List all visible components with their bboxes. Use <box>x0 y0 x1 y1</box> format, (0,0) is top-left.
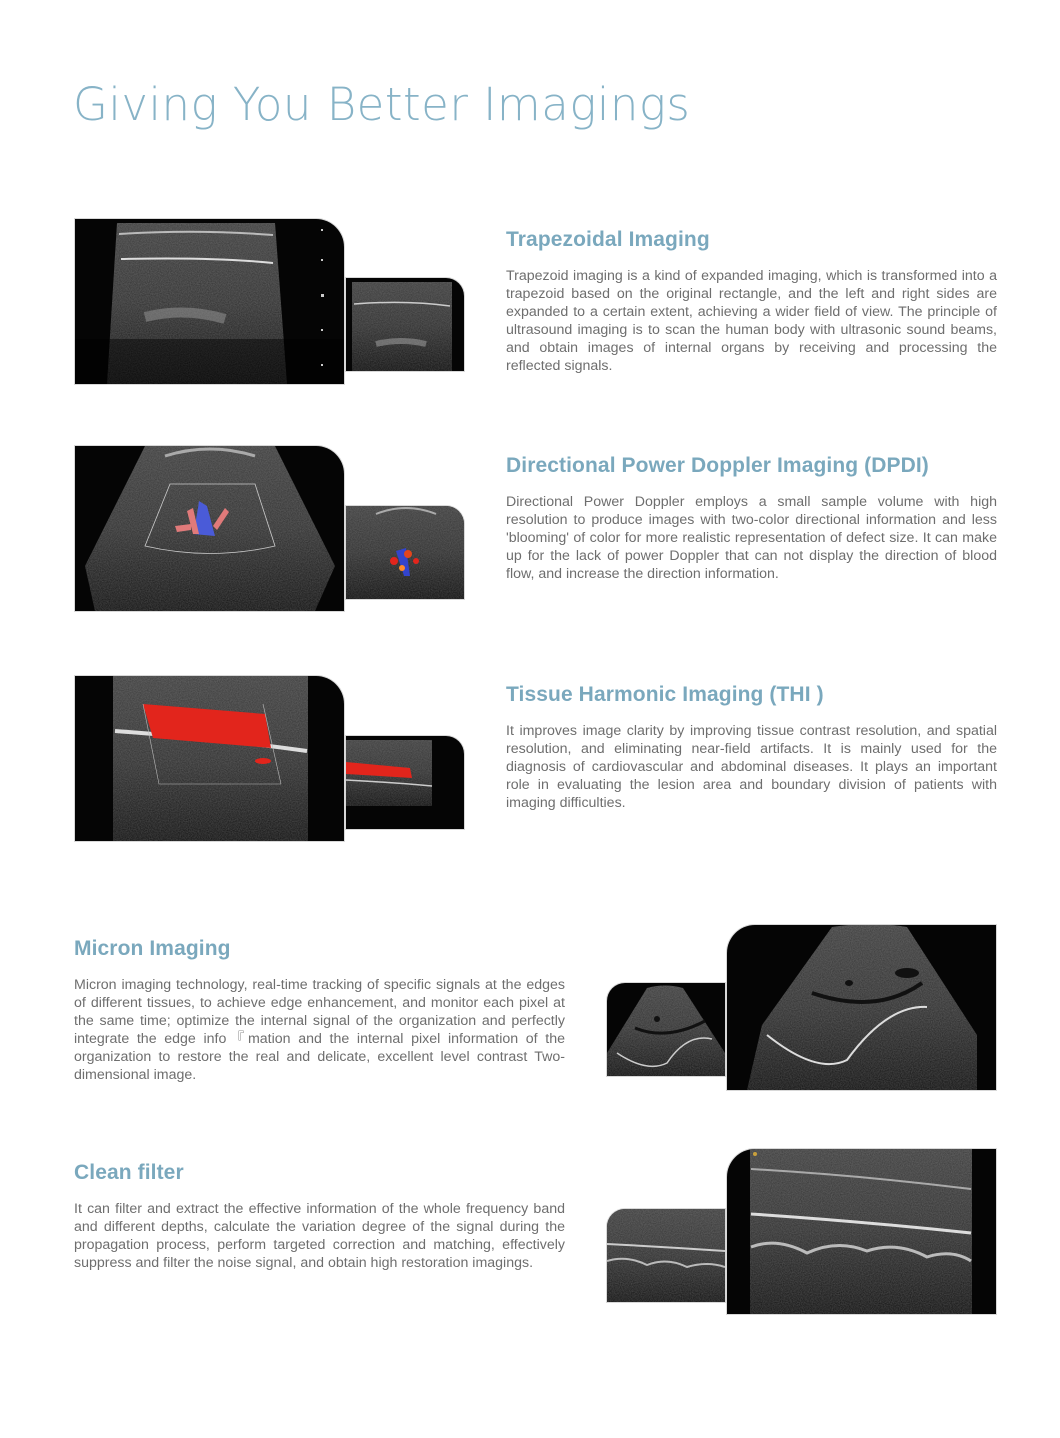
page-title: Giving You Better Imagings <box>73 78 691 131</box>
ultrasound-clean-small <box>607 1209 725 1302</box>
ultrasound-micron-large <box>727 925 996 1090</box>
ultrasound-micron-small <box>607 983 725 1076</box>
section-title-dpdi: Directional Power Doppler Imaging (DPDI) <box>506 454 929 477</box>
ultrasound-clean-large <box>727 1149 996 1314</box>
ultrasound-trapezoidal-large <box>75 219 344 384</box>
ultrasound-dpdi-small <box>346 506 464 599</box>
section-body-micron: Micron imaging technology, real-time tracking of specific signals at the edges of different tissues, to achieve edge enhancement, and monitor each pixel at the same time; optimize the internal signal of the organization and perfectly integrate the edge info『mation and the internal pixel information of the organization to restore the real and delicate, excellent level contrast Two-dimensional image. <box>74 977 565 1083</box>
ultrasound-thi-large <box>75 676 344 841</box>
ultrasound-dpdi-large <box>75 446 344 611</box>
section-body-dpdi: Directional Power Doppler employs a small sample volume with high resolution to produce images with two-color directional information and less 'blooming' of color for more realistic representation of defect size. It can make up for the lack of power Doppler that can not display the direction of blood flow, and increase the direction information. <box>506 494 997 582</box>
section-title-trapezoidal: Trapezoidal Imaging <box>506 228 710 251</box>
ultrasound-thi-small <box>346 736 464 829</box>
section-title-clean-filter: Clean filter <box>74 1161 184 1184</box>
section-body-thi: It improves image clarity by improving tissue contrast resolution, and spatial resolution, and eliminating near-field artifacts. It is mainly used for the diagnosis of cardiovascular and abdominal diseases. It plays an important role in evaluating the lesion area and boundary division of patients with imaging difficulties. <box>506 723 997 811</box>
section-title-micron: Micron Imaging <box>74 937 231 960</box>
section-body-trapezoidal: Trapezoid imaging is a kind of expanded imaging, which is transformed into a trapezoid based on the original rectangle, and the left and right sides are expanded to a certain extent, achieving a wider field of view. The principle of ultrasound imaging is to scan the human body with ultrasonic sound beams, and obtain images of internal organs by receiving and processing the reflected signals. <box>506 268 997 374</box>
section-body-clean-filter: It can filter and extract the effective information of the whole frequency band and different depths, calculate the variation degree of the signal during the propagation process, perform targeted correction and matching, effectively suppress and filter the noise signal, and obtain high restoration imagings. <box>74 1201 565 1271</box>
section-title-thi: Tissue Harmonic Imaging (THI ) <box>506 683 824 706</box>
ultrasound-trapezoidal-small <box>346 278 464 371</box>
